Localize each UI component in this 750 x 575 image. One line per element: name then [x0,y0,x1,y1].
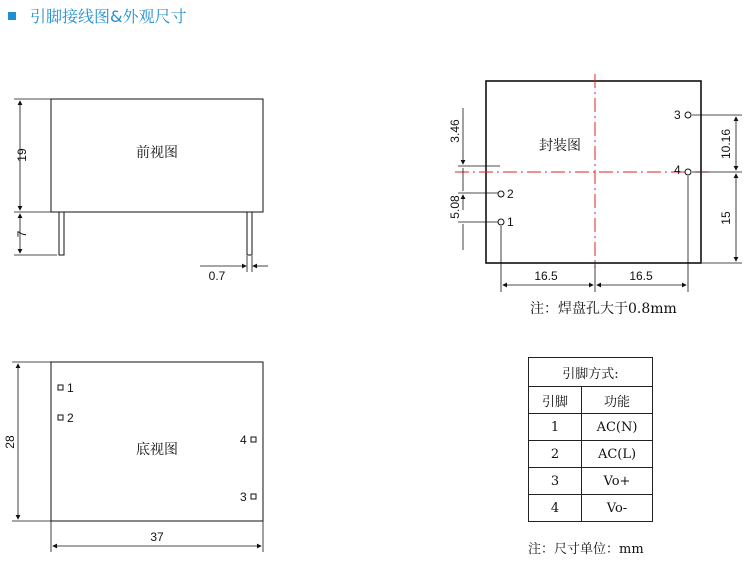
front-view [14,99,268,283]
pkg-pin-1-label: 1 [507,215,514,229]
btm-pin-2-icon [58,415,63,420]
func-cell: AC(N) [582,414,653,441]
pin-cell: 4 [529,495,582,522]
pkg-pin-3-icon [685,112,691,118]
pin-table [528,357,653,522]
btm-pin-4-icon [251,437,256,442]
package-view [448,74,742,292]
pkg-pin-4-label: 4 [674,163,681,177]
pin-cell: 3 [529,468,582,495]
front-dim-0-7: 0.7 [208,269,226,283]
package-view-label: 封装图 [539,138,581,154]
pkg-dim-right: 16.5 [629,269,653,283]
btm-pin-2-label: 2 [67,411,74,425]
pkg-pin-2-label: 2 [507,187,514,201]
pkg-pin-3-label: 3 [674,108,681,122]
pad-hole-note: 注：焊盘孔大于0.8mm [530,301,677,317]
btm-pin-4-label: 4 [240,433,247,447]
btm-dim-37: 37 [150,530,164,544]
pkg-dim-5-08: 5.08 [448,195,462,219]
pkg-pin-4-icon [685,169,691,175]
btm-dim-28: 28 [3,435,17,449]
func-cell: AC(L) [582,441,653,468]
pkg-dim-10-16: 10.16 [719,128,733,160]
front-pin-right [247,212,252,255]
pkg-pin-1-icon [498,219,504,225]
bottom-view-label: 底视图 [136,442,178,458]
pin-table-title: 引脚方式: [529,358,653,387]
bottom-view [3,362,263,552]
pkg-dim-3-46: 3.46 [448,119,462,143]
front-view-label: 前视图 [136,145,178,161]
btm-pin-1-label: 1 [67,381,74,395]
pin-cell: 2 [529,441,582,468]
pin-cell: 1 [529,414,582,441]
btm-pin-3-icon [251,494,256,499]
pkg-dim-left: 16.5 [534,269,558,283]
pkg-dim-15: 15 [719,211,733,225]
table-row [529,414,653,441]
front-dim-7: 7 [15,230,29,238]
section-title: 引脚接线图&外观尺寸 [30,7,187,26]
pin-table-col-pin: 引脚 [529,387,582,414]
table-row [529,495,653,522]
btm-pin-3-label: 3 [240,490,247,504]
front-dim-19: 19 [15,148,29,162]
pin-table-col-func: 功能 [582,387,653,414]
front-pin-left [59,212,64,255]
btm-pin-1-icon [58,385,63,390]
table-row [529,468,653,495]
table-row [529,441,653,468]
func-cell: Vo- [582,495,653,522]
unit-note: 注：尺寸单位：mm [528,542,644,557]
func-cell: Vo+ [582,468,653,495]
pkg-pin-2-icon [498,191,504,197]
